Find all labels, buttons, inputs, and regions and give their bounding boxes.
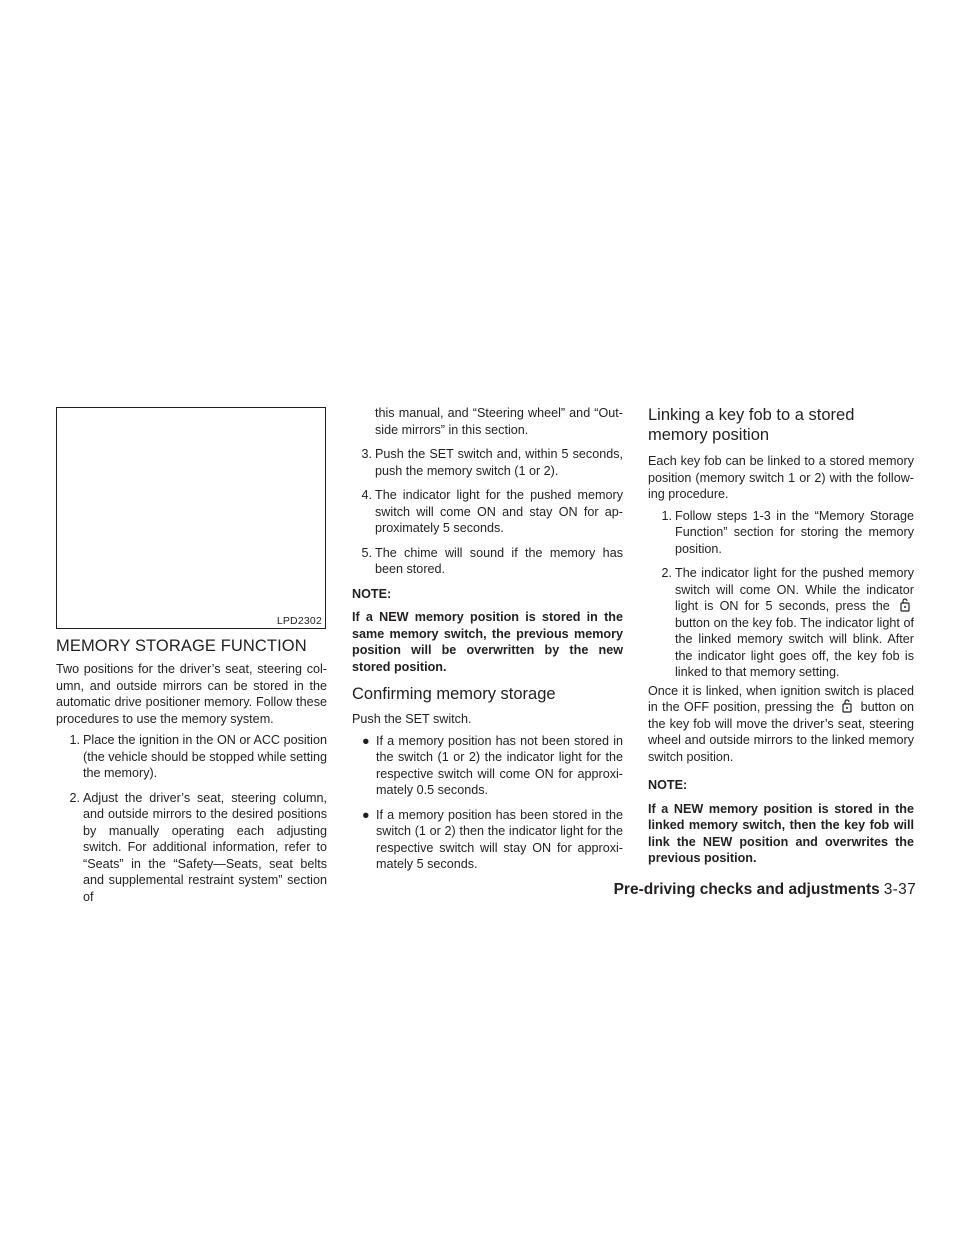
list-item xyxy=(360,807,623,873)
list-item xyxy=(60,790,327,906)
note-title: NOTE: xyxy=(648,778,688,792)
step-number: 2. xyxy=(69,790,80,805)
step-text: Push the SET switch and, within 5 seconds, push the memory switch (1 or 2). xyxy=(375,447,623,478)
column-1 xyxy=(56,634,327,913)
intro-paragraph: Push the SET switch. xyxy=(352,712,472,726)
section-title: Pre-driving checks and adjustments xyxy=(613,881,880,898)
bullet-text: If a memory position has been stored in the switch (1 or 2) then the indicator light for the respective switch will stay ON for approxi-mately 5 seconds. xyxy=(376,807,623,871)
step-number: 3. xyxy=(361,447,372,461)
list-item xyxy=(352,487,623,537)
step-text: Follow steps 1-3 in the “Memory Storage Function” section for storing the memory position. xyxy=(675,508,914,556)
step-number: 1. xyxy=(69,733,80,747)
list-item xyxy=(60,732,327,782)
intro-paragraph: Each key fob can be linked to a stored memory position (memory switch 1 or 2) with the follow-ing procedure. xyxy=(648,454,914,501)
step-number: 4. xyxy=(361,488,372,502)
paragraph-text: Once it is linked, when ignition switch is placed in the OFF position, pressing the xyxy=(648,683,914,714)
step-text: The chime will sound if the memory has been stored. xyxy=(375,545,623,576)
step-number: 5. xyxy=(361,545,372,560)
section-heading: MEMORY STORAGE FUNCTION xyxy=(56,637,307,655)
step-list xyxy=(352,405,623,578)
bullet-text: If a memory position has not been stored in the switch (1 or 2) the indicator light for the respective switch will come ON for approxi-mately 0.5 seconds. xyxy=(376,733,623,797)
bullet-icon: ● xyxy=(362,807,370,822)
subsection-heading: Confirming memory storage xyxy=(352,685,556,703)
list-item xyxy=(360,733,623,799)
step-text: The indicator light for the pushed memory switch will come ON. While the indicator light is ON for 5 seconds, press the xyxy=(675,566,914,613)
step-text: button on the key fob. The indicator light of the linked memory switch will blink. After the indicator light goes off, the key fob is linked to that memory setting. xyxy=(675,615,914,679)
column-2 xyxy=(352,405,623,881)
figure-label: LPD2302 xyxy=(276,615,322,627)
step-list xyxy=(56,732,327,905)
paragraph-text: button on the key fob will move the driver’s seat, steering wheel and outside mirrors to the linked memory switch position. xyxy=(648,700,914,764)
body-paragraph xyxy=(648,683,914,766)
bullet-icon: ● xyxy=(362,733,370,748)
list-item xyxy=(352,545,623,578)
step-text: The indicator light for the pushed memory switch will come ON and stay ON for ap-proximately 5 seconds. xyxy=(375,488,623,535)
key-fob-unlock-icon xyxy=(840,699,854,713)
page-number: 3-37 xyxy=(883,881,916,898)
step-text: Adjust the driver’s seat, steering column, and outside mirrors to the desired positions by manually operating each adjusting switch. For additional information, refer to “Seats” in the “Safety—Seats, seat belts and supplemental restraint system” section of xyxy=(83,790,327,904)
subsection-heading: Linking a key fob to a stored memory position xyxy=(648,406,855,444)
note-body: If a NEW memory position is stored in the same memory switch, the previous memory position will be overwritten by the new stored position. xyxy=(352,610,623,674)
intro-paragraph: Two positions for the driver’s seat, steering col-umn, and outside mirrors can be stored in the automatic drive positioner memory. Follow these procedures to use the memory system. xyxy=(56,662,327,726)
illustration-figure xyxy=(56,407,326,629)
list-item xyxy=(352,446,623,479)
step-number: 1. xyxy=(661,508,672,523)
bullet-list xyxy=(352,733,623,873)
list-item-continued xyxy=(352,405,623,438)
column-3 xyxy=(648,405,914,867)
key-fob-unlock-icon xyxy=(898,598,912,612)
page-footer xyxy=(614,881,916,899)
list-item xyxy=(652,565,914,681)
step-text: Place the ignition in the ON or ACC position (the vehicle should be stopped while setting the memory). xyxy=(83,733,327,780)
step-number: 2. xyxy=(661,566,672,580)
note-title: NOTE: xyxy=(352,586,392,601)
step-list xyxy=(648,508,914,681)
note-body: If a NEW memory position is stored in the linked memory switch, then the key fob will link the NEW position and overwrites the previous position. xyxy=(648,801,914,865)
step-text: this manual, and “Steering wheel” and “Out-side mirrors” in this section. xyxy=(375,406,623,437)
list-item xyxy=(652,508,914,558)
